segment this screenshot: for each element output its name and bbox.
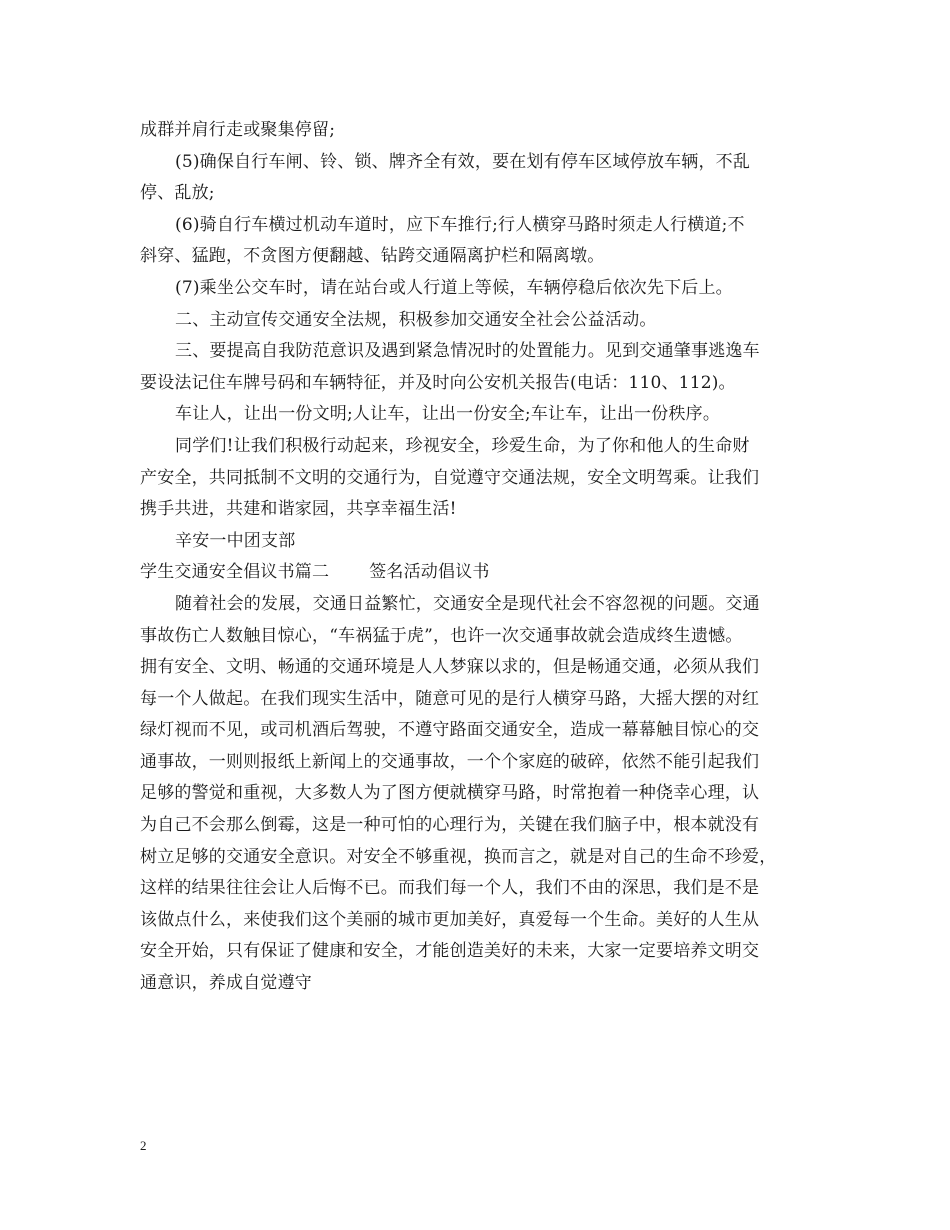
document-body [140, 115, 820, 1000]
text-line: 每一个人做起。在我们现实生活中，随意可见的是行人横穿马路，大摇大摆的对红 [140, 688, 760, 709]
text-line: 停、乱放; [140, 183, 215, 204]
text-line: 这样的结果往往会让人后悔不已。而我们每一个人，我们不由的深思，我们是不是 [140, 878, 760, 899]
text-line: 辛安一中团支部 [175, 530, 296, 551]
text-line: 该做点什么，来使我们这个美丽的城市更加美好，真爱每一个生命。美好的人生从 [140, 909, 760, 930]
text-line: 同学们!让我们积极行动起来，珍视安全，珍爱生命，为了你和他人的生命财 [175, 435, 750, 456]
text-line: 随着社会的发展，交通日益繁忙，交通安全是现代社会不容忽视的问题。交通 [175, 593, 760, 614]
text-line: 绿灯视而不见，或司机酒后驾驶，不遵守路面交通安全，造成一幕幕触目惊心的交 [140, 720, 760, 741]
heading-subtitle: 签名活动倡议书 [369, 562, 490, 583]
text-line: 安全开始，只有保证了健康和安全，才能创造美好的未来，大家一定要培养文明交 [140, 941, 760, 962]
text-line: 拥有安全、文明、畅通的交通环境是人人梦寐以求的，但是畅通交通，必须从我们 [140, 657, 760, 678]
text-line: 为自己不会那么倒霉，这是一种可怕的心理行为，关键在我们脑子中，根本就没有 [140, 815, 760, 836]
text-line: 三、要提高自我防范意识及遇到紧急情况时的处置能力。见到交通肇事逃逸车 [175, 341, 760, 362]
heading-title: 学生交通安全倡议书篇二 [140, 562, 330, 583]
section-heading [140, 557, 820, 589]
text-line: 树立足够的交通安全意识。对安全不够重视，换而言之，就是对自己的生命不珍爱， [140, 846, 777, 867]
text-line: (6)骑自行车横过机动车道时，应下车推行;行人横穿马路时须走人行横道;不 [175, 214, 745, 235]
text-line: (7)乘坐公交车时，请在站台或人行道上等候，车辆停稳后依次先下后上。 [175, 277, 733, 298]
text-line: 斜穿、猛跑，不贪图方便翻越、钻跨交通隔离护栏和隔离墩。 [140, 246, 605, 267]
text-line: 足够的警觉和重视，大多数人为了图方便就横穿马路，时常抱着一种侥幸心理，认 [140, 783, 760, 804]
text-line: 要设法记住车牌号码和车辆特征，并及时向公安机关报告(电话：110、112)。 [140, 372, 736, 393]
page-number: 2 [140, 1138, 147, 1153]
text-line: 事故伤亡人数触目惊心，“车祸猛于虎”，也许一次交通事故就会造成终生遗憾。 [140, 625, 743, 646]
paragraph-block-1 [140, 115, 820, 557]
text-line: 二、主动宣传交通安全法规，积极参加交通安全社会公益活动。 [175, 309, 657, 330]
text-line: 携手共进，共建和谐家园，共享幸福生活! [140, 499, 457, 520]
text-line: 成群并肩行走或聚集停留; [140, 120, 336, 140]
text-line: 通意识，养成自觉遵守 [140, 973, 312, 994]
text-line: 通事故，一则则报纸上新闻上的交通事故，一个个家庭的破碎，依然不能引起我们 [140, 751, 760, 772]
paragraph-block-2 [140, 589, 820, 1000]
text-line: 车让人，让出一份文明;人让车，让出一份安全;车让车，让出一份秩序。 [175, 404, 721, 425]
text-line: (5)确保自行车闸、铃、锁、牌齐全有效，要在划有停车区域停放车辆，不乱 [175, 151, 751, 172]
text-line: 产安全，共同抵制不文明的交通行为，自觉遵守交通法规，安全文明驾乘。让我们 [140, 467, 760, 488]
